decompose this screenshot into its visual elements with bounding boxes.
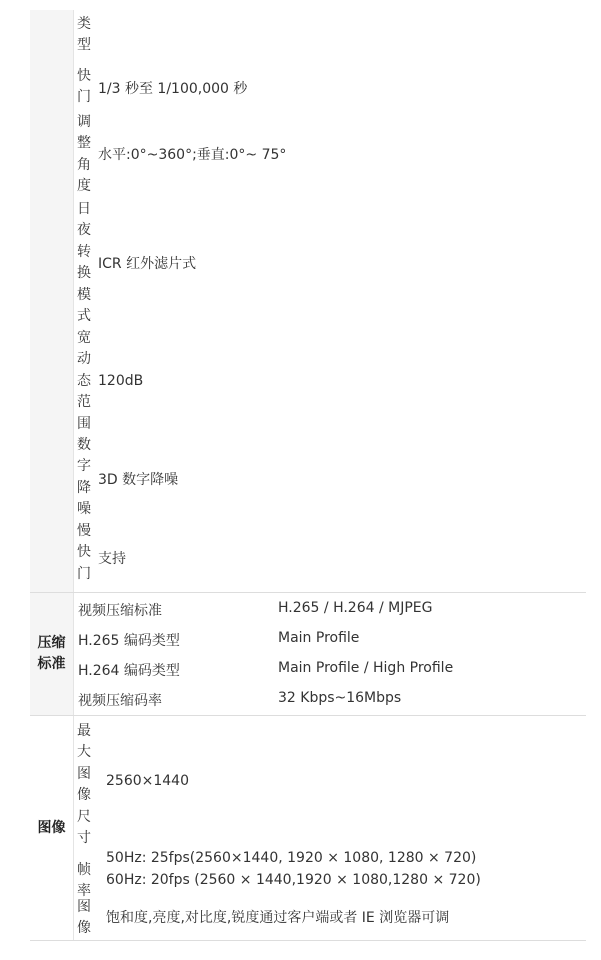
row-label-max-resolution: 最大图像尺寸: [77, 723, 91, 847]
row-label-video-compression: 视频压缩标准: [78, 603, 162, 619]
section-image-header: 图像: [30, 716, 73, 940]
row-label-wdr: 宽动态范围: [77, 330, 91, 432]
row-label-type: 类型: [77, 16, 91, 54]
section-compression-header: 压缩标准: [30, 593, 73, 715]
row-value-slow-shutter: 支持: [98, 551, 126, 567]
row-label-bitrate: 视频压缩码率: [78, 693, 162, 709]
row-value-max-resolution: 2560×1440: [106, 773, 189, 789]
row-value-day-night: ICR 红外滤片式: [98, 256, 197, 272]
spec-table: [30, 10, 586, 941]
row-value-image-adjust: 饱和度,亮度,对比度,锐度通过客户端或者 IE 浏览器可调: [106, 910, 450, 926]
row-value-bitrate: 32 Kbps~16Mbps: [278, 690, 402, 706]
table-border-bottom: [30, 940, 586, 941]
section-divider: [30, 715, 586, 716]
row-value-angle: 水平:0°~360°;垂直:0°~ 75°: [98, 147, 287, 163]
row-label-frame-rate: 帧率: [77, 862, 91, 900]
row-label-dnr: 数字降噪: [77, 437, 91, 518]
row-value-video-compression: H.265 / H.264 / MJPEG: [278, 600, 433, 616]
section-divider: [30, 592, 586, 593]
section-basic-header: [30, 10, 73, 592]
row-label-h265-type: H.265 编码类型: [78, 633, 180, 649]
row-value-shutter: 1/3 秒至 1/100,000 秒: [98, 81, 248, 97]
column-divider: [73, 10, 74, 941]
row-value-h265-type: Main Profile: [278, 630, 360, 646]
row-label-slow-shutter: 慢快门: [77, 523, 91, 582]
row-label-day-night: 日夜转换模式: [77, 201, 91, 325]
row-value-frame-rate-50hz: 50Hz: 25fps(2560×1440, 1920 × 1080, 1280 × 720): [106, 850, 477, 866]
row-value-h264-type: Main Profile / High Profile: [278, 660, 454, 676]
row-label-h264-type: H.264 编码类型: [78, 663, 180, 679]
row-label-angle: 调整角度: [77, 114, 91, 195]
row-label-shutter: 快门: [77, 68, 91, 106]
row-value-frame-rate-60hz: 60Hz: 20fps (2560 × 1440,1920 × 1080,1280 × 720): [106, 872, 481, 888]
row-label-image-adjust: 图像: [77, 899, 91, 937]
row-value-wdr: 120dB: [98, 373, 144, 389]
row-value-dnr: 3D 数字降噪: [98, 472, 179, 488]
